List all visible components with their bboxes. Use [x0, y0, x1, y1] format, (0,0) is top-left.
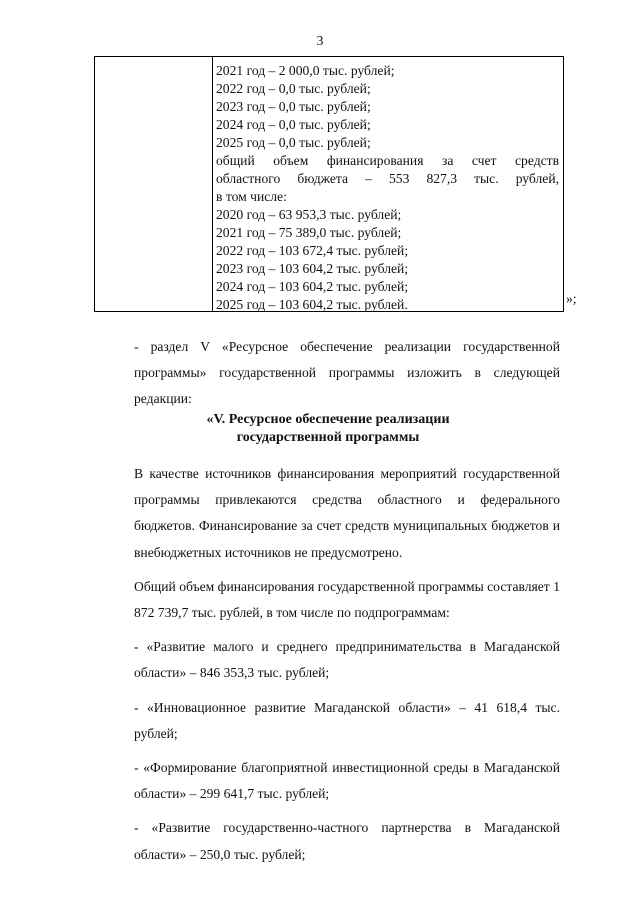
table-line: 2024 год – 0,0 тыс. рублей;: [216, 117, 371, 132]
table-line: 2021 год – 75 389,0 тыс. рублей;: [216, 225, 402, 240]
amendment-paragraph: [96, 334, 560, 413]
list-item: - «Развитие государственно-частного партнерства в Магаданской области» – 250,0 тыс. рублей;: [134, 820, 560, 862]
table-line: 2024 год – 103 604,2 тыс. рублей;: [216, 279, 409, 294]
section-heading-line: «V. Ресурсное обеспечение реализации: [206, 412, 450, 427]
total-paragraph: Общий объем финансирования государственной программы составляет 1 872 739,7 тыс. рублей, в том числе по подпрограммам:: [134, 578, 560, 621]
closing-quote: »;: [566, 291, 577, 306]
body-text: [96, 461, 560, 868]
table-line: областного бюджета – 553 827,3 тыс. рублей,: [216, 171, 559, 186]
table-line: 2021 год – 2 000,0 тыс. рублей;: [216, 63, 395, 78]
amendment-text: - раздел V «Ресурсное обеспечение реализации государственной программы» государственной программы изложить в следующей редакции:: [134, 339, 560, 407]
page-number: 3: [316, 33, 324, 48]
list-item: - «Инновационное развитие Магаданской области» – 41 618,4 тыс. рублей;: [134, 699, 560, 741]
section-heading-line: государственной программы: [236, 430, 420, 445]
table-line: 2025 год – 103 604,2 тыс. рублей.: [216, 297, 408, 312]
sources-paragraph: В качестве источников финансирования мероприятий государственной программы привлекаются средства областного и федерального бюджетов. Финансирование за счет средств муниципальных бюджетов и внебюджетных источников не предусмотрено.: [134, 466, 560, 560]
table-line: 2020 год – 63 953,3 тыс. рублей;: [216, 207, 402, 222]
funding-table: [94, 56, 564, 312]
table-line: 2023 год – 103 604,2 тыс. рублей;: [216, 261, 409, 276]
funding-cell: [216, 62, 559, 314]
section-heading: [96, 411, 560, 447]
table-line: общий объем финансирования за счет средств: [216, 153, 559, 168]
table-line: 2022 год – 0,0 тыс. рублей;: [216, 81, 371, 96]
table-line: 2023 год – 0,0 тыс. рублей;: [216, 99, 371, 114]
table-column-divider: [212, 57, 213, 311]
table-line: 2025 год – 0,0 тыс. рублей;: [216, 135, 371, 150]
list-item: - «Формирование благоприятной инвестиционной среды в Магаданской области» – 299 641,7 тыс. рублей;: [134, 760, 560, 802]
list-item: - «Развитие малого и среднего предпринимательства в Магаданской области» – 846 353,3 тыс. рублей;: [134, 639, 560, 681]
table-line: в том числе:: [216, 189, 287, 204]
table-line: 2022 год – 103 672,4 тыс. рублей;: [216, 243, 409, 258]
